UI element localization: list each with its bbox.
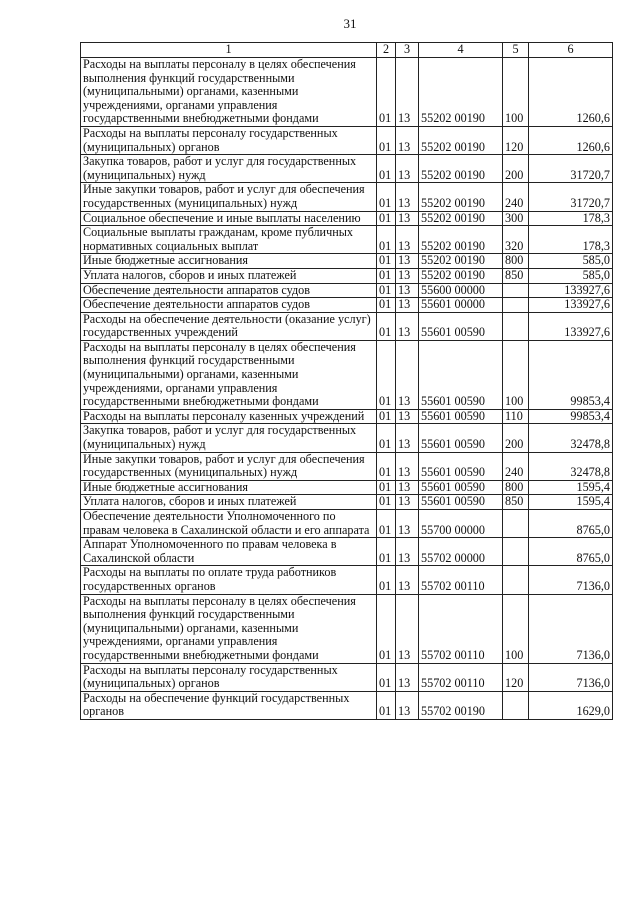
column-header-name: 1 xyxy=(81,43,377,58)
row-amount: 178,3 xyxy=(529,226,613,254)
table-row xyxy=(81,298,613,313)
row-section: 01 xyxy=(377,58,396,127)
row-name: Закупка товаров, работ и услуг для государственных (муниципальных) нужд xyxy=(81,155,377,183)
row-subsection: 13 xyxy=(396,155,419,183)
row-section: 01 xyxy=(377,663,396,691)
row-name: Иные закупки товаров, работ и услуг для обеспечения государственных (муниципальных) нужд xyxy=(81,183,377,211)
row-target-article: 55202 00190 xyxy=(419,58,503,127)
row-target-article: 55202 00190 xyxy=(419,183,503,211)
row-expense-type: 300 xyxy=(503,211,529,226)
row-section: 01 xyxy=(377,691,396,719)
row-target-article: 55601 00590 xyxy=(419,340,503,409)
row-target-article: 55601 00000 xyxy=(419,298,503,313)
table-row xyxy=(81,126,613,154)
row-expense-type: 850 xyxy=(503,268,529,283)
row-section: 01 xyxy=(377,340,396,409)
row-subsection: 13 xyxy=(396,283,419,298)
table-row xyxy=(81,691,613,719)
row-name: Расходы на обеспечение функций государственных органов xyxy=(81,691,377,719)
row-target-article: 55202 00190 xyxy=(419,155,503,183)
row-target-article: 55702 00110 xyxy=(419,594,503,663)
row-name: Иные бюджетные ассигнования xyxy=(81,254,377,269)
row-subsection: 13 xyxy=(396,298,419,313)
row-target-article: 55702 00190 xyxy=(419,691,503,719)
row-name: Расходы на выплаты персоналу в целях обеспечения выполнения функций государственными (муниципальными) органами, казенными учреждениями, органами управления государственными внебюджетными фондами xyxy=(81,594,377,663)
row-amount: 32478,8 xyxy=(529,452,613,480)
row-expense-type xyxy=(503,538,529,566)
row-target-article: 55601 00590 xyxy=(419,480,503,495)
row-subsection: 13 xyxy=(396,126,419,154)
row-subsection: 13 xyxy=(396,691,419,719)
row-target-article: 55601 00590 xyxy=(419,452,503,480)
table-body xyxy=(81,58,613,720)
row-section: 01 xyxy=(377,126,396,154)
table-row xyxy=(81,312,613,340)
row-amount: 585,0 xyxy=(529,254,613,269)
budget-table xyxy=(80,42,613,720)
row-name: Расходы на выплаты персоналу государственных (муниципальных) органов xyxy=(81,663,377,691)
column-header-amount: 6 xyxy=(529,43,613,58)
row-amount: 99853,4 xyxy=(529,340,613,409)
column-header-subsection: 3 xyxy=(396,43,419,58)
row-expense-type: 240 xyxy=(503,183,529,211)
table-row xyxy=(81,409,613,424)
row-expense-type xyxy=(503,691,529,719)
row-name: Расходы на выплаты персоналу казенных учреждений xyxy=(81,409,377,424)
row-section: 01 xyxy=(377,268,396,283)
row-target-article: 55700 00000 xyxy=(419,510,503,538)
row-target-article: 55601 00590 xyxy=(419,409,503,424)
row-section: 01 xyxy=(377,312,396,340)
row-name: Закупка товаров, работ и услуг для государственных (муниципальных) нужд xyxy=(81,424,377,452)
row-name: Расходы на выплаты по оплате труда работников государственных органов xyxy=(81,566,377,594)
table-row xyxy=(81,495,613,510)
row-subsection: 13 xyxy=(396,663,419,691)
row-name: Иные бюджетные ассигнования xyxy=(81,480,377,495)
row-amount: 31720,7 xyxy=(529,183,613,211)
row-expense-type: 320 xyxy=(503,226,529,254)
row-target-article: 55600 00000 xyxy=(419,283,503,298)
row-amount: 1260,6 xyxy=(529,58,613,127)
table-row xyxy=(81,594,613,663)
row-expense-type xyxy=(503,283,529,298)
row-subsection: 13 xyxy=(396,424,419,452)
table-row xyxy=(81,268,613,283)
row-subsection: 13 xyxy=(396,312,419,340)
row-subsection: 13 xyxy=(396,510,419,538)
table-row xyxy=(81,226,613,254)
row-expense-type: 200 xyxy=(503,424,529,452)
row-amount: 32478,8 xyxy=(529,424,613,452)
row-name: Социальные выплаты гражданам, кроме публичных нормативных социальных выплат xyxy=(81,226,377,254)
table-row xyxy=(81,155,613,183)
table-row xyxy=(81,254,613,269)
row-amount: 1595,4 xyxy=(529,480,613,495)
row-amount: 585,0 xyxy=(529,268,613,283)
row-section: 01 xyxy=(377,226,396,254)
row-subsection: 13 xyxy=(396,409,419,424)
row-target-article: 55202 00190 xyxy=(419,211,503,226)
row-section: 01 xyxy=(377,452,396,480)
row-target-article: 55601 00590 xyxy=(419,424,503,452)
row-name: Обеспечение деятельности аппаратов судов xyxy=(81,298,377,313)
table-row xyxy=(81,452,613,480)
row-subsection: 13 xyxy=(396,566,419,594)
table-row xyxy=(81,510,613,538)
row-section: 01 xyxy=(377,183,396,211)
row-target-article: 55601 00590 xyxy=(419,495,503,510)
row-expense-type: 850 xyxy=(503,495,529,510)
table-row xyxy=(81,283,613,298)
table-row xyxy=(81,424,613,452)
row-subsection: 13 xyxy=(396,58,419,127)
row-subsection: 13 xyxy=(396,226,419,254)
row-amount: 133927,6 xyxy=(529,298,613,313)
row-name: Уплата налогов, сборов и иных платежей xyxy=(81,268,377,283)
row-target-article: 55601 00590 xyxy=(419,312,503,340)
row-section: 01 xyxy=(377,155,396,183)
table-row xyxy=(81,211,613,226)
row-subsection: 13 xyxy=(396,452,419,480)
row-subsection: 13 xyxy=(396,211,419,226)
row-name: Расходы на выплаты персоналу в целях обеспечения выполнения функций государственными (муниципальными) органами, казенными учреждениями, органами управления государственными внебюджетными фондами xyxy=(81,340,377,409)
row-subsection: 13 xyxy=(396,594,419,663)
row-expense-type xyxy=(503,566,529,594)
row-section: 01 xyxy=(377,424,396,452)
row-target-article: 55202 00190 xyxy=(419,268,503,283)
row-subsection: 13 xyxy=(396,340,419,409)
row-name: Обеспечение деятельности Уполномоченного по правам человека в Сахалинской области и его аппарата xyxy=(81,510,377,538)
row-expense-type xyxy=(503,510,529,538)
table-row xyxy=(81,538,613,566)
header-row xyxy=(81,43,613,58)
row-amount: 133927,6 xyxy=(529,312,613,340)
row-name: Уплата налогов, сборов и иных платежей xyxy=(81,495,377,510)
row-section: 01 xyxy=(377,566,396,594)
row-name: Расходы на выплаты персоналу в целях обеспечения выполнения функций государственными (муниципальными) органами, казенными учреждениями, органами управления государственными внебюджетными фондами xyxy=(81,58,377,127)
row-section: 01 xyxy=(377,409,396,424)
row-expense-type: 800 xyxy=(503,480,529,495)
row-amount: 1260,6 xyxy=(529,126,613,154)
row-expense-type xyxy=(503,298,529,313)
row-amount: 31720,7 xyxy=(529,155,613,183)
row-amount: 178,3 xyxy=(529,211,613,226)
column-header-target-article: 4 xyxy=(419,43,503,58)
row-subsection: 13 xyxy=(396,480,419,495)
row-name: Социальное обеспечение и иные выплаты населению xyxy=(81,211,377,226)
row-amount: 1629,0 xyxy=(529,691,613,719)
row-section: 01 xyxy=(377,510,396,538)
row-section: 01 xyxy=(377,211,396,226)
row-amount: 7136,0 xyxy=(529,566,613,594)
row-target-article: 55702 00110 xyxy=(419,663,503,691)
row-expense-type: 200 xyxy=(503,155,529,183)
row-target-article: 55202 00190 xyxy=(419,126,503,154)
row-section: 01 xyxy=(377,594,396,663)
row-amount: 1595,4 xyxy=(529,495,613,510)
row-target-article: 55202 00190 xyxy=(419,254,503,269)
row-target-article: 55702 00110 xyxy=(419,566,503,594)
row-amount: 99853,4 xyxy=(529,409,613,424)
row-amount: 8765,0 xyxy=(529,510,613,538)
row-target-article: 55202 00190 xyxy=(419,226,503,254)
row-expense-type: 100 xyxy=(503,58,529,127)
row-subsection: 13 xyxy=(396,254,419,269)
page-number: 31 xyxy=(343,16,357,31)
row-name: Аппарат Уполномоченного по правам человека в Сахалинской области xyxy=(81,538,377,566)
row-section: 01 xyxy=(377,298,396,313)
row-target-article: 55702 00000 xyxy=(419,538,503,566)
row-section: 01 xyxy=(377,283,396,298)
table-row xyxy=(81,566,613,594)
row-expense-type: 100 xyxy=(503,340,529,409)
column-header-section: 2 xyxy=(377,43,396,58)
row-name: Расходы на выплаты персоналу государственных (муниципальных) органов xyxy=(81,126,377,154)
row-subsection: 13 xyxy=(396,183,419,211)
row-section: 01 xyxy=(377,480,396,495)
table-row xyxy=(81,340,613,409)
row-expense-type: 800 xyxy=(503,254,529,269)
table-row xyxy=(81,663,613,691)
row-expense-type: 120 xyxy=(503,126,529,154)
row-section: 01 xyxy=(377,538,396,566)
row-amount: 7136,0 xyxy=(529,594,613,663)
row-subsection: 13 xyxy=(396,268,419,283)
table-row xyxy=(81,183,613,211)
table-row xyxy=(81,480,613,495)
row-expense-type: 120 xyxy=(503,663,529,691)
row-expense-type: 100 xyxy=(503,594,529,663)
row-amount: 133927,6 xyxy=(529,283,613,298)
row-name: Обеспечение деятельности аппаратов судов xyxy=(81,283,377,298)
row-name: Иные закупки товаров, работ и услуг для обеспечения государственных (муниципальных) нужд xyxy=(81,452,377,480)
row-subsection: 13 xyxy=(396,495,419,510)
row-expense-type: 110 xyxy=(503,409,529,424)
row-name: Расходы на обеспечение деятельности (оказание услуг) государственных учреждений xyxy=(81,312,377,340)
row-expense-type xyxy=(503,312,529,340)
row-amount: 8765,0 xyxy=(529,538,613,566)
row-section: 01 xyxy=(377,254,396,269)
row-subsection: 13 xyxy=(396,538,419,566)
row-section: 01 xyxy=(377,495,396,510)
row-expense-type: 240 xyxy=(503,452,529,480)
row-amount: 7136,0 xyxy=(529,663,613,691)
column-header-expense-type: 5 xyxy=(503,43,529,58)
table-row xyxy=(81,58,613,127)
